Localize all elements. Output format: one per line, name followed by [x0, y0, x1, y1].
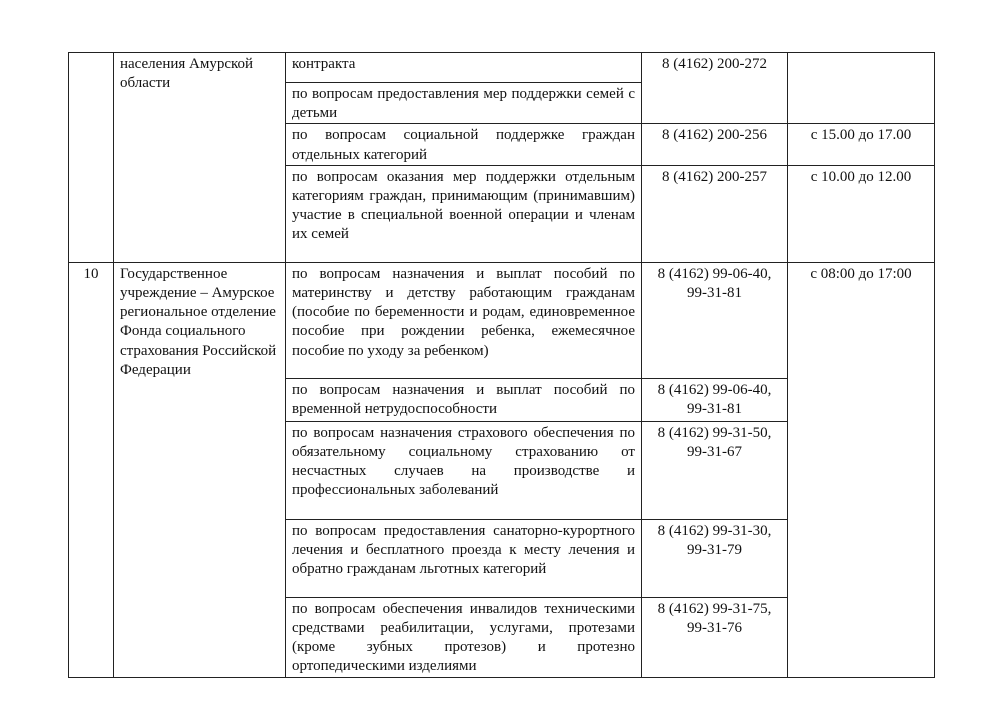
service-topic: контракта	[286, 53, 642, 83]
phone-cell: 8 (4162) 99-31-75, 99-31-76	[642, 597, 788, 677]
row-number-cell	[69, 53, 114, 263]
row-number-cell: 10	[69, 262, 114, 677]
phone-cell: 8 (4162) 200-272	[642, 53, 788, 124]
phone-cell: 8 (4162) 99-06-40, 99-31-81	[642, 262, 788, 378]
contacts-table	[68, 52, 935, 678]
service-topic: по вопросам назначения и выплат пособий по временной нетрудоспособности	[286, 378, 642, 421]
organization-cell: Государственное учреждение – Амурское региональное отделение Фонда социального страхования Российской Федерации	[114, 262, 286, 677]
service-topic: по вопросам предоставления санаторно-курортного лечения и бесплатного проезда к месту лечения и обратно гражданам льготных категорий	[286, 519, 642, 597]
hours-cell: с 15.00 до 17.00	[788, 124, 935, 165]
phone-cell: 8 (4162) 99-31-30, 99-31-79	[642, 519, 788, 597]
hours-cell: с 08:00 до 17:00	[788, 262, 935, 677]
table-row	[69, 53, 935, 83]
service-topic: по вопросам обеспечения инвалидов техническими средствами реабилитации, услугами, протезами (кроме зубных протезов) и протезно ортопедическими изделиями	[286, 597, 642, 677]
service-topic: по вопросам социальной поддержке граждан отдельных категорий	[286, 124, 642, 165]
service-topic: по вопросам назначения и выплат пособий по материнству и детству работающим гражданам (пособие по беременности и родам, единовременное пособие при рождении ребенка, ежемесячное пособие по уходу за ребенком)	[286, 262, 642, 378]
service-topic: по вопросам оказания мер поддержки отдельным категориям граждан, принимающим (принимавшим) участие в специальной военной операции и членам их семей	[286, 165, 642, 262]
phone-cell: 8 (4162) 99-06-40, 99-31-81	[642, 378, 788, 421]
phone-cell: 8 (4162) 200-256	[642, 124, 788, 165]
hours-cell	[788, 53, 935, 124]
table-row	[69, 262, 935, 378]
phone-cell: 8 (4162) 200-257	[642, 165, 788, 262]
service-topic: по вопросам предоставления мер поддержки семей с детьми	[286, 83, 642, 124]
hours-cell: с 10.00 до 12.00	[788, 165, 935, 262]
service-topic: по вопросам назначения страхового обеспечения по обязательному социальному страхованию от несчастных случаев на производстве и профессиональных заболеваний	[286, 421, 642, 519]
phone-cell: 8 (4162) 99-31-50, 99-31-67	[642, 421, 788, 519]
organization-cell: населения Амурской области	[114, 53, 286, 263]
